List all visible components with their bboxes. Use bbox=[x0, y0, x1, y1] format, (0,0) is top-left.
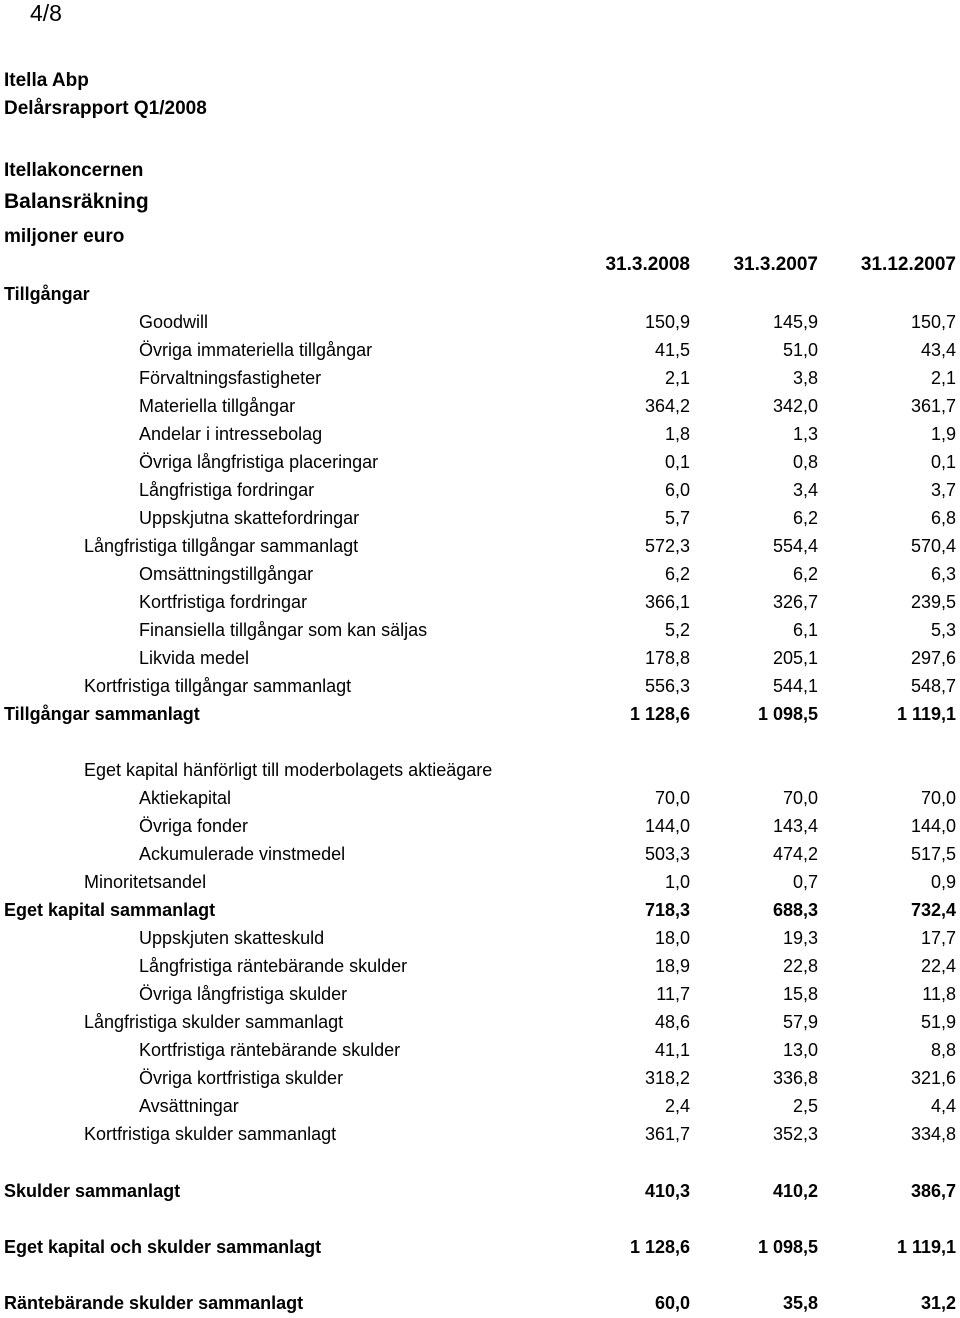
row-label: Ackumulerade vinstmedel bbox=[139, 844, 346, 864]
row-value: 556,3 bbox=[644, 676, 690, 696]
table-row bbox=[0, 756, 960, 784]
table-row bbox=[0, 1177, 960, 1205]
row-label: Kortfristiga skulder sammanlagt bbox=[84, 1124, 337, 1144]
row-value: 732,4 bbox=[910, 900, 956, 920]
table-row bbox=[0, 308, 960, 336]
row-value: 2,4 bbox=[664, 1096, 690, 1116]
table-row bbox=[0, 1233, 960, 1261]
row-value: 150,7 bbox=[910, 312, 956, 332]
row-label: Övriga kortfristiga skulder bbox=[139, 1068, 344, 1088]
row-value: 15,8 bbox=[782, 984, 818, 1004]
row-value: 144,0 bbox=[910, 816, 956, 836]
row-value: 0,1 bbox=[664, 452, 690, 472]
row-label: Långfristiga tillgångar sammanlagt bbox=[84, 536, 359, 556]
row-value: 5,2 bbox=[664, 620, 690, 640]
row-value: 31,2 bbox=[920, 1293, 956, 1313]
row-value: 13,0 bbox=[782, 1040, 818, 1060]
row-label: Övriga fonder bbox=[139, 816, 249, 836]
row-label: Eget kapital och skulder sammanlagt bbox=[4, 1237, 322, 1257]
table-row bbox=[0, 532, 960, 560]
table-row bbox=[0, 560, 960, 588]
table-row bbox=[0, 840, 960, 868]
row-value: 364,2 bbox=[644, 396, 690, 416]
table-row bbox=[0, 980, 960, 1008]
row-value: 386,7 bbox=[910, 1181, 956, 1201]
row-value: 1 098,5 bbox=[757, 1237, 818, 1257]
row-value: 6,1 bbox=[792, 620, 818, 640]
row-value: 2,1 bbox=[664, 368, 690, 388]
row-value: 3,7 bbox=[930, 480, 956, 500]
row-value: 326,7 bbox=[772, 592, 818, 612]
row-label: Tillgångar sammanlagt bbox=[4, 704, 200, 724]
row-value: 366,1 bbox=[644, 592, 690, 612]
row-value: 548,7 bbox=[910, 676, 956, 696]
row-value: 6,2 bbox=[664, 564, 690, 584]
company-name: Itella Abp bbox=[4, 70, 89, 91]
row-label: Andelar i intressebolag bbox=[139, 424, 323, 444]
row-label: Förvaltningsfastigheter bbox=[139, 368, 322, 388]
table-row bbox=[0, 336, 960, 364]
row-label: Materiella tillgångar bbox=[139, 396, 296, 416]
row-label: Finansiella tillgångar som kan säljas bbox=[139, 620, 428, 640]
row-value: 6,8 bbox=[930, 508, 956, 528]
row-value: 2,1 bbox=[930, 368, 956, 388]
table-row bbox=[0, 1120, 960, 1148]
row-value: 144,0 bbox=[644, 816, 690, 836]
table-row bbox=[0, 952, 960, 980]
table-row bbox=[0, 616, 960, 644]
row-value: 474,2 bbox=[772, 844, 818, 864]
row-value: 410,3 bbox=[644, 1181, 690, 1201]
row-label: Övriga långfristiga placeringar bbox=[139, 452, 379, 472]
row-value: 570,4 bbox=[910, 536, 956, 556]
table-row bbox=[0, 896, 960, 924]
row-value: 352,3 bbox=[772, 1124, 818, 1144]
row-label: Minoritetsandel bbox=[84, 872, 207, 892]
row-label: Uppskjuten skatteskuld bbox=[139, 928, 325, 948]
row-value: 4,4 bbox=[930, 1096, 956, 1116]
row-label: Eget kapital sammanlagt bbox=[4, 900, 216, 920]
column-header-3: 31.12.2007 bbox=[860, 254, 956, 275]
table-row bbox=[0, 1064, 960, 1092]
row-value: 6,3 bbox=[930, 564, 956, 584]
row-value: 19,3 bbox=[782, 928, 818, 948]
row-value: 342,0 bbox=[772, 396, 818, 416]
row-value: 718,3 bbox=[644, 900, 690, 920]
row-label: Långfristiga räntebärande skulder bbox=[139, 956, 408, 976]
row-value: 410,2 bbox=[772, 1181, 818, 1201]
row-label: Avsättningar bbox=[139, 1096, 239, 1116]
table-row bbox=[0, 1008, 960, 1036]
row-value: 22,4 bbox=[920, 956, 956, 976]
row-value: 0,1 bbox=[930, 452, 956, 472]
table-row bbox=[0, 364, 960, 392]
table-row bbox=[0, 644, 960, 672]
row-value: 1,0 bbox=[664, 872, 690, 892]
row-value: 11,7 bbox=[656, 984, 690, 1004]
row-value: 3,8 bbox=[792, 368, 818, 388]
row-label: Skulder sammanlagt bbox=[4, 1181, 181, 1201]
table-row bbox=[0, 420, 960, 448]
table-row bbox=[0, 1092, 960, 1120]
row-value: 41,5 bbox=[654, 340, 690, 360]
row-value: 150,9 bbox=[644, 312, 690, 332]
row-value: 17,7 bbox=[920, 928, 956, 948]
table-row bbox=[0, 700, 960, 728]
row-value: 11,8 bbox=[922, 984, 956, 1004]
row-value: 554,4 bbox=[772, 536, 818, 556]
page-title: Balansräkning bbox=[4, 190, 149, 213]
table-row bbox=[0, 448, 960, 476]
row-value: 334,8 bbox=[910, 1124, 956, 1144]
row-value: 51,9 bbox=[920, 1012, 956, 1032]
row-label: Kortfristiga fordringar bbox=[139, 592, 308, 612]
row-value: 361,7 bbox=[910, 396, 956, 416]
unit-label: miljoner euro bbox=[4, 226, 125, 247]
row-value: 6,2 bbox=[792, 508, 818, 528]
row-value: 503,3 bbox=[644, 844, 690, 864]
table-row bbox=[0, 588, 960, 616]
row-value: 1,8 bbox=[664, 424, 690, 444]
row-value: 361,7 bbox=[644, 1124, 690, 1144]
row-label: Likvida medel bbox=[139, 648, 250, 668]
row-label: Kortfristiga räntebärande skulder bbox=[139, 1040, 401, 1060]
row-value: 0,8 bbox=[792, 452, 818, 472]
row-label: Kortfristiga tillgångar sammanlagt bbox=[84, 676, 352, 696]
table-row bbox=[0, 280, 960, 308]
row-label: Aktiekapital bbox=[139, 788, 232, 808]
column-header-2: 31.3.2007 bbox=[733, 254, 818, 275]
row-value: 5,7 bbox=[664, 508, 690, 528]
row-value: 22,8 bbox=[782, 956, 818, 976]
row-value: 1,3 bbox=[792, 424, 818, 444]
row-value: 239,5 bbox=[910, 592, 956, 612]
row-label: Omsättningstillgångar bbox=[139, 564, 314, 584]
table-row bbox=[0, 784, 960, 812]
table-row bbox=[0, 504, 960, 532]
row-value: 6,0 bbox=[664, 480, 690, 500]
row-value: 35,8 bbox=[782, 1293, 818, 1313]
table-row bbox=[0, 392, 960, 420]
row-label: Eget kapital hänförligt till moderbolagets aktieägare bbox=[84, 760, 493, 780]
row-value: 57,9 bbox=[782, 1012, 818, 1032]
row-label: Goodwill bbox=[139, 312, 209, 332]
row-value: 1 128,6 bbox=[629, 704, 690, 724]
row-value: 572,3 bbox=[644, 536, 690, 556]
group-name: Itellakoncernen bbox=[4, 160, 144, 181]
row-value: 43,4 bbox=[920, 340, 956, 360]
row-label: Räntebärande skulder sammanlagt bbox=[4, 1293, 304, 1313]
row-label: Uppskjutna skattefordringar bbox=[139, 508, 360, 528]
row-value: 0,9 bbox=[930, 872, 956, 892]
row-value: 1 119,1 bbox=[896, 1237, 956, 1257]
row-value: 0,7 bbox=[792, 872, 818, 892]
row-value: 544,1 bbox=[772, 676, 818, 696]
row-value: 517,5 bbox=[910, 844, 956, 864]
row-value: 145,9 bbox=[772, 312, 818, 332]
row-value: 70,0 bbox=[782, 788, 818, 808]
row-value: 1 098,5 bbox=[757, 704, 818, 724]
row-value: 318,2 bbox=[644, 1068, 690, 1088]
row-value: 1 128,6 bbox=[629, 1237, 690, 1257]
row-label: Övriga immateriella tillgångar bbox=[139, 340, 373, 360]
table-row bbox=[0, 924, 960, 952]
row-value: 688,3 bbox=[772, 900, 818, 920]
row-value: 6,2 bbox=[792, 564, 818, 584]
row-value: 321,6 bbox=[910, 1068, 956, 1088]
row-value: 3,4 bbox=[792, 480, 818, 500]
row-value: 178,8 bbox=[644, 648, 690, 668]
report-name: Delårsrapport Q1/2008 bbox=[4, 98, 207, 119]
row-value: 2,5 bbox=[792, 1096, 818, 1116]
row-value: 1,9 bbox=[930, 424, 956, 444]
row-value: 5,3 bbox=[930, 620, 956, 640]
table-row bbox=[0, 672, 960, 700]
row-value: 8,8 bbox=[930, 1040, 956, 1060]
table-row bbox=[0, 812, 960, 840]
row-value: 205,1 bbox=[772, 648, 818, 668]
row-value: 336,8 bbox=[772, 1068, 818, 1088]
row-label: Långfristiga skulder sammanlagt bbox=[84, 1012, 344, 1032]
row-value: 70,0 bbox=[654, 788, 690, 808]
row-value: 41,1 bbox=[654, 1040, 690, 1060]
column-header-1: 31.3.2008 bbox=[605, 254, 690, 275]
row-value: 18,0 bbox=[654, 928, 690, 948]
row-label: Tillgångar bbox=[4, 284, 90, 304]
page-number: 4/8 bbox=[30, 0, 62, 26]
row-value: 297,6 bbox=[910, 648, 956, 668]
row-value: 48,6 bbox=[654, 1012, 690, 1032]
row-label: Långfristiga fordringar bbox=[139, 480, 315, 500]
table-row bbox=[0, 1289, 960, 1317]
table-row bbox=[0, 1036, 960, 1064]
row-value: 143,4 bbox=[772, 816, 818, 836]
row-value: 51,0 bbox=[782, 340, 818, 360]
row-value: 1 119,1 bbox=[896, 704, 956, 724]
table-row bbox=[0, 476, 960, 504]
row-label: Övriga långfristiga skulder bbox=[139, 984, 348, 1004]
row-value: 18,9 bbox=[654, 956, 690, 976]
row-value: 70,0 bbox=[920, 788, 956, 808]
row-value: 60,0 bbox=[654, 1293, 690, 1313]
table-row bbox=[0, 868, 960, 896]
